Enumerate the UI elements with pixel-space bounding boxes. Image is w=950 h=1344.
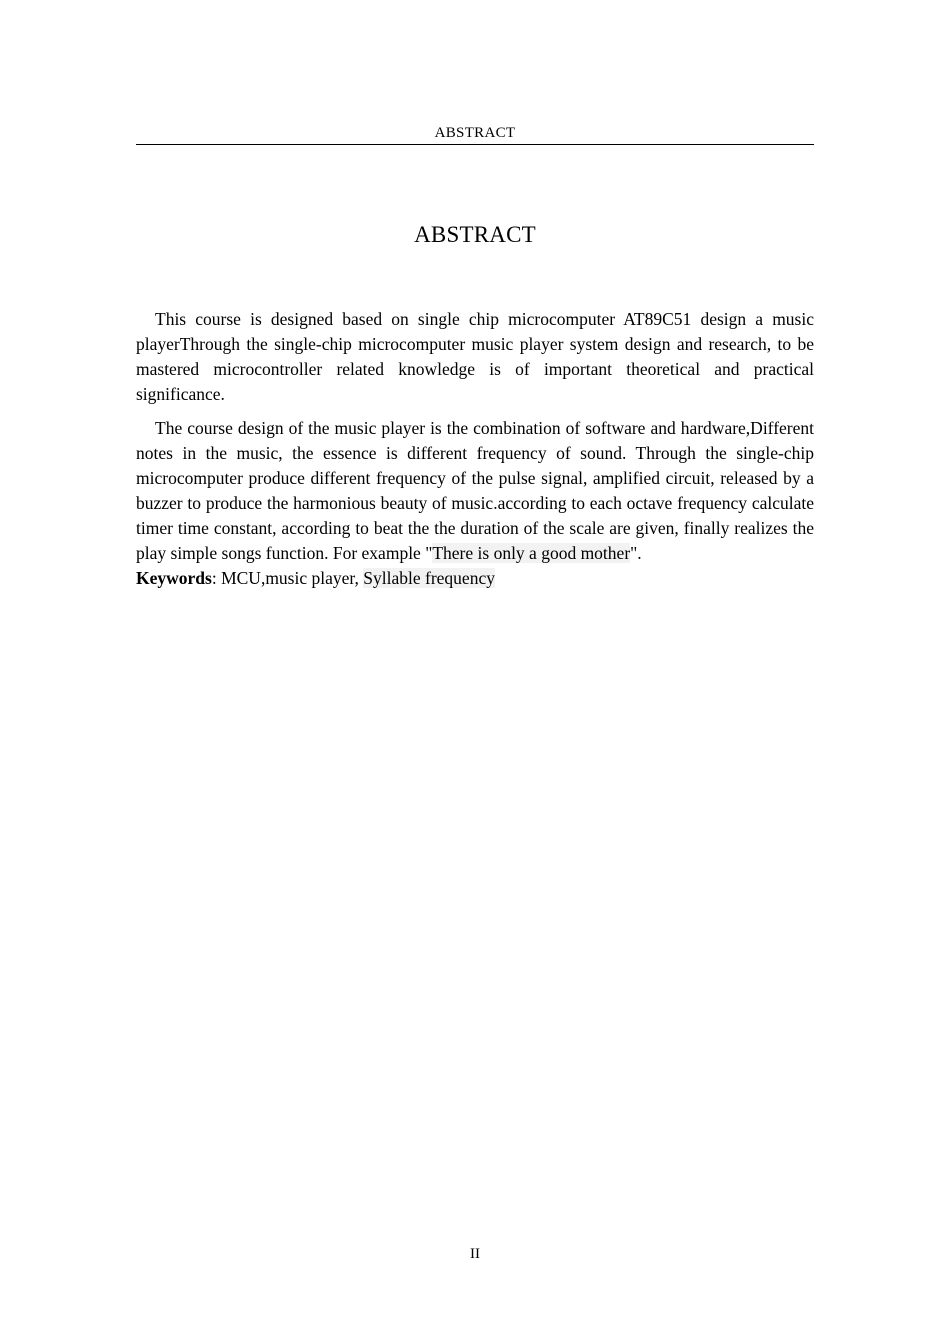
paragraph-2-text: The course design of the music player is the combination of software and hardware,Different notes in the music, the essence is different frequency of sound. Through the single-chip microcomputer produce different frequency of the pulse signal, amplified circuit, released by a buzzer to produce the harmonious beauty of music.according to each octave frequency calculate timer time constant, according to beat the the duration of the scale are given, finally realizes the play simple songs function. For example " <box>136 418 814 563</box>
keywords-label: Keywords <box>136 568 212 588</box>
keywords-separator: : <box>211 568 222 588</box>
paragraph-2-end: ". <box>630 543 642 563</box>
page-number: II <box>470 1246 480 1262</box>
song-title: There is only a good mother <box>432 543 631 563</box>
abstract-paragraph-2 <box>136 416 814 566</box>
keyword-highlighted: Syllable frequency <box>363 568 495 588</box>
keywords-items: MCU,music player, <box>221 568 364 588</box>
keywords-line <box>136 566 814 591</box>
abstract-body <box>136 307 814 591</box>
header-rule <box>136 144 814 145</box>
running-header: ABSTRACT <box>434 125 516 141</box>
page-title: ABSTRACT <box>414 222 536 247</box>
abstract-paragraph-1: This course is designed based on single chip microcomputer AT89C51 design a music playerThrough the single-chip microcomputer music player system design and research, to be mastered microcontroller related knowledge is of important theoretical and practical significance. <box>136 309 814 404</box>
